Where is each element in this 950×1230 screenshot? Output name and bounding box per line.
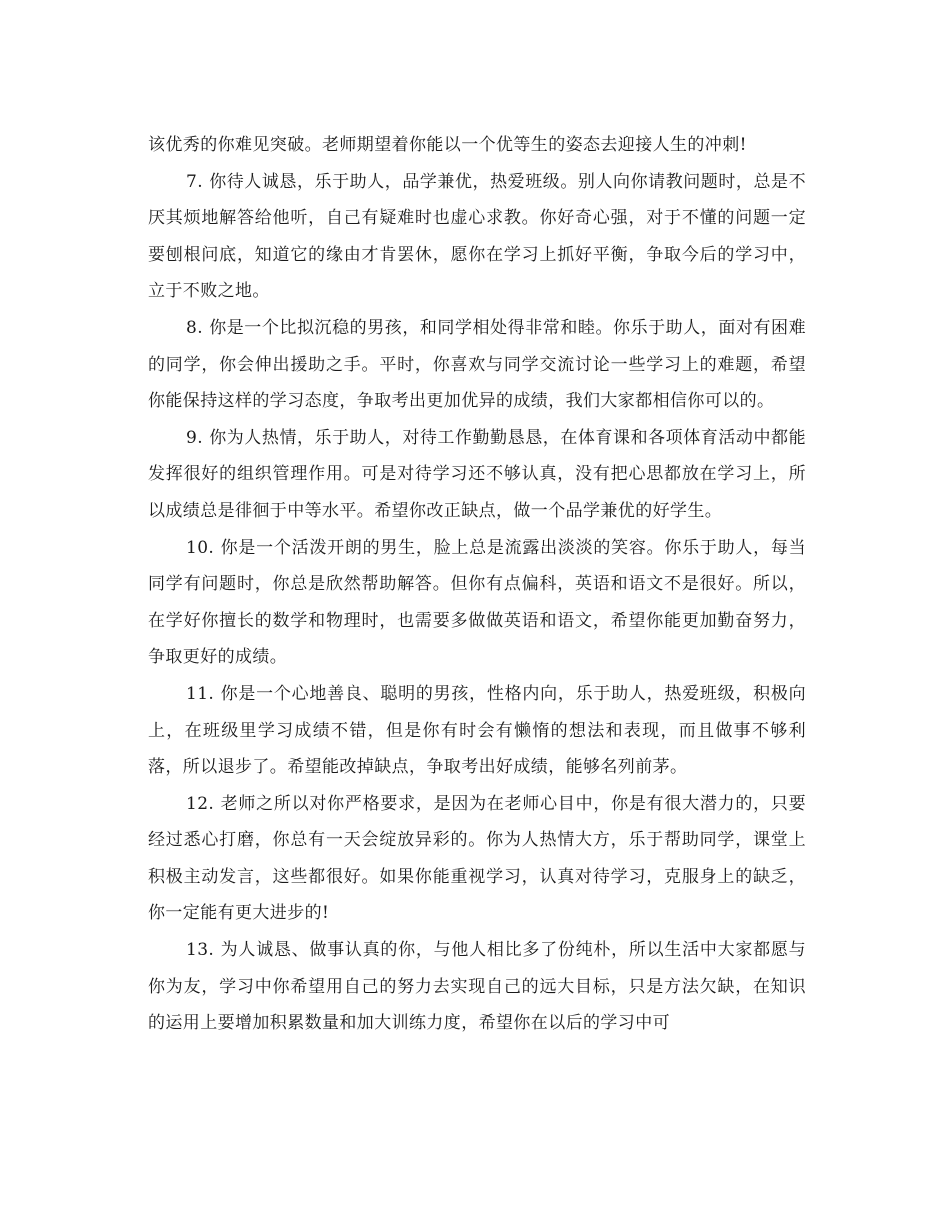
paragraph-8: [148, 310, 806, 420]
paragraph-number: 10.: [186, 537, 215, 558]
paragraph-9: [148, 420, 806, 530]
paragraph-10: [148, 530, 806, 676]
paragraph-text: 老师之所以对你严格要求，是因为在老师心目中，你是有很大潜力的，只要经过悉心打磨，你总有一天会绽放异彩的。你为人热情大方，乐于帮助同学，课堂上积极主动发言，这些都很好。如果你能重视学习，认真对待学习，克服身上的缺乏，你一定能有更大进步的!: [148, 793, 806, 924]
paragraph-text: 你是一个活泼开朗的男生，脸上总是流露出淡淡的笑容。你乐于助人，每当同学有问题时，你总是欣然帮助解答。但你有点偏科，英语和语文不是很好。所以，在学好你擅长的数学和物理时，也需要多做做英语和语文，希望你能更加勤奋努力，争取更好的成绩。: [148, 537, 806, 668]
paragraph-text: 你是一个比拟沉稳的男孩，和同学相处得非常和睦。你乐于助人，面对有困难的同学，你会伸出援助之手。平时，你喜欢与同学交流讨论一些学习上的难题，希望你能保持这样的学习态度，争取考出更加优异的成绩，我们大家都相信你可以的。: [148, 317, 806, 412]
paragraph-12: [148, 786, 806, 932]
paragraph-number: 12.: [186, 793, 215, 814]
paragraph-7: [148, 164, 806, 310]
paragraph-number: 9.: [186, 427, 204, 448]
paragraph-text: 你为人热情，乐于助人，对待工作勤勤恳恳，在体育课和各项体育活动中都能发挥很好的组织管理作用。可是对待学习还不够认真，没有把心思都放在学习上，所以成绩总是徘徊于中等水平。希望你改正缺点，做一个品学兼优的好学生。: [148, 427, 806, 521]
paragraph-number: 13.: [186, 940, 215, 961]
paragraph-text: 为人诚恳、做事认真的你，与他人相比多了份纯朴，所以生活中大家都愿与你为友，学习中你希望用自己的努力去实现自己的远大目标，只是方法欠缺，在知识的运用上要增加积累数量和加大训练力度，希望你在以后的学习中可: [148, 940, 806, 1034]
paragraph-continuation: [148, 127, 806, 164]
paragraph-text: 该优秀的你难见突破。老师期望着你能以一个优等生的姿态去迎接人生的冲刺!: [148, 135, 747, 155]
paragraph-number: 8.: [186, 317, 204, 338]
paragraph-11: [148, 676, 806, 786]
paragraph-number: 11.: [186, 683, 215, 704]
paragraph-13: [148, 932, 806, 1042]
paragraph-text: 你待人诚恳，乐于助人，品学兼优，热爱班级。别人向你请教问题时，总是不厌其烦地解答给他听，自己有疑难时也虚心求教。你好奇心强，对于不懂的问题一定要刨根问底，知道它的缘由才肯罢休，愿你在学习上抓好平衡，争取今后的学习中，立于不败之地。: [148, 171, 806, 302]
document-body: [148, 127, 806, 1042]
paragraph-text: 你是一个心地善良、聪明的男孩，性格内向，乐于助人，热爱班级，积极向上，在班级里学习成绩不错，但是你有时会有懒惰的想法和表现，而且做事不够利落，所以退步了。希望能改掉缺点，争取考出好成绩，能够名列前茅。: [148, 683, 806, 778]
paragraph-number: 7.: [186, 171, 204, 192]
